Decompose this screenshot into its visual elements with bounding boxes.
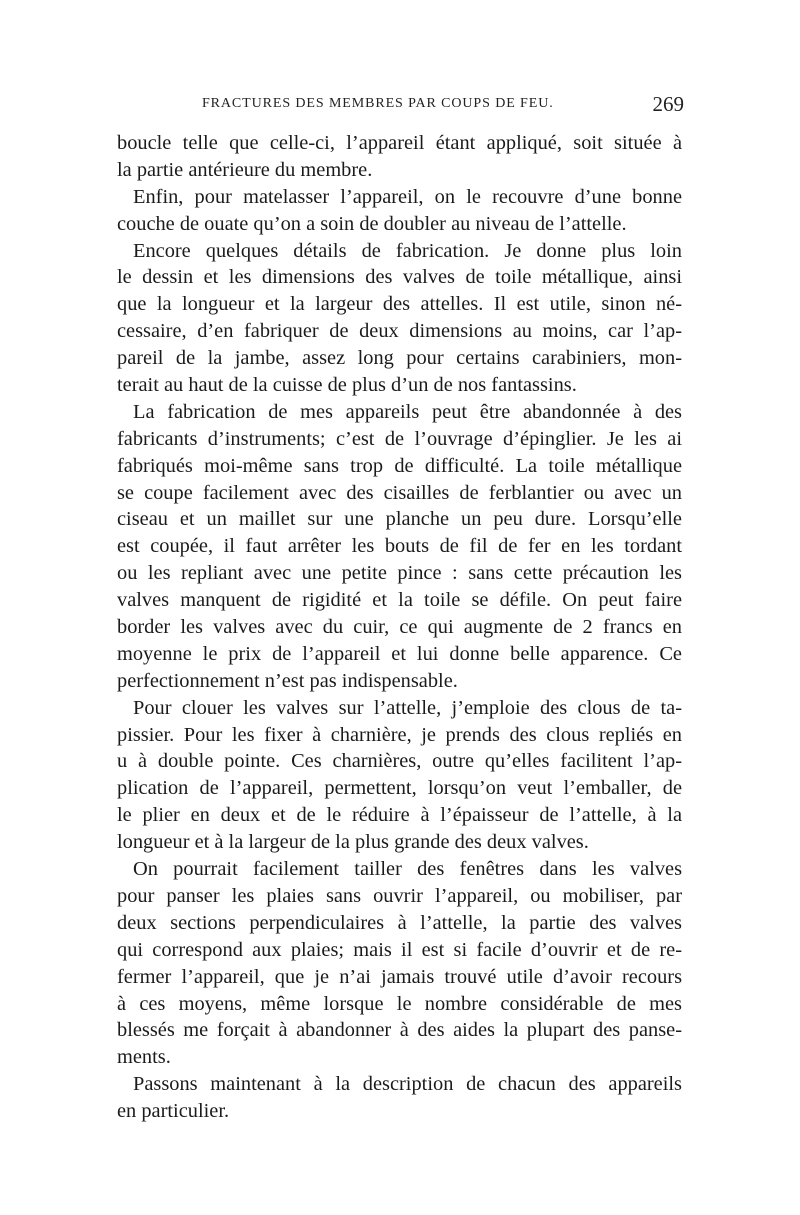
paragraph xyxy=(117,184,682,238)
text-line: blessés me forçait à abandonner à des aides la plupart des panse- xyxy=(117,1019,682,1042)
text-line: pareil de la jambe, assez long pour certains carabiniers, mon- xyxy=(117,347,682,370)
text-line: le plier en deux et de le réduire à l’épaisseur de l’attelle, à la xyxy=(117,804,682,827)
paragraph xyxy=(117,238,682,399)
text-line: Enfin, pour matelasser l’appareil, on le recouvre d’une bonne xyxy=(133,185,682,208)
text-line: perfectionnement n’est pas indispensable. xyxy=(117,669,458,692)
text-line: ciseau et un maillet sur une planche un peu dure. Lorsqu’elle xyxy=(117,508,682,531)
paragraph xyxy=(117,695,682,856)
page-number: 269 xyxy=(652,92,684,116)
text-line: qui correspond aux plaies; mais il est si facile d’ouvrir et de re- xyxy=(117,938,682,961)
text-line: pissier. Pour les fixer à charnière, je prends des clous repliés en xyxy=(117,723,682,746)
text-line: la partie antérieure du membre. xyxy=(117,158,373,181)
paragraph xyxy=(117,1071,682,1125)
text-line: moyenne le prix de l’appareil et lui donne belle apparence. Ce xyxy=(117,642,682,665)
text-line: u à double pointe. Ces charnières, outre qu’elles facilitent l’ap- xyxy=(117,750,682,773)
text-line: pour panser les plaies sans ouvrir l’appareil, ou mobiliser, par xyxy=(117,884,682,907)
text-line: fabricants d’instruments; c’est de l’ouvrage d’épinglier. Je les ai xyxy=(117,427,682,450)
text-line: à ces moyens, même lorsque le nombre considérable de mes xyxy=(117,992,682,1015)
text-line: plication de l’appareil, permettent, lorsqu’on veut l’emballer, de xyxy=(117,777,682,800)
text-line: ou les repliant avec une petite pince : sans cette précaution les xyxy=(117,562,682,585)
text-line: On pourrait facilement tailler des fenêtres dans les valves xyxy=(133,858,682,881)
text-line: le dessin et les dimensions des valves de toile métallique, ainsi xyxy=(117,266,682,289)
text-line: ments. xyxy=(117,1046,171,1069)
text-line: terait au haut de la cuisse de plus d’un de nos fantassins. xyxy=(117,374,577,397)
paragraph xyxy=(117,399,682,695)
text-line: que la longueur et la largeur des attelles. Il est utile, sinon né- xyxy=(117,293,682,316)
text-line: Passons maintenant à la description de chacun des appareils xyxy=(133,1073,682,1096)
text-line: en particulier. xyxy=(117,1100,230,1123)
text-line: boucle telle que celle-ci, l’appareil étant appliqué, soit située à xyxy=(117,132,682,154)
text-line: La fabrication de mes appareils peut être abandonnée à des xyxy=(133,400,682,423)
running-title: FRACTURES DES MEMBRES PAR COUPS DE FEU. xyxy=(202,96,554,111)
text-line: fabriqués moi-même sans trop de difficulté. La toile métallique xyxy=(117,454,682,477)
text-line: longueur et à la largeur de la plus grande des deux valves. xyxy=(117,831,589,854)
text-line: couche de ouate qu’on a soin de doubler au niveau de l’attelle. xyxy=(117,212,627,235)
paragraph xyxy=(117,856,682,1071)
text-line: cessaire, d’en fabriquer de deux dimensions au moins, car l’ap- xyxy=(117,320,682,343)
page-header xyxy=(116,92,684,122)
text-line: Encore quelques détails de fabrication. Je donne plus loin xyxy=(133,239,682,262)
text-line: est coupée, il faut arrêter les bouts de fil de fer en les tordant xyxy=(117,535,682,558)
text-line: Pour clouer les valves sur l’attelle, j’emploie des clous de ta- xyxy=(133,696,682,719)
body-text xyxy=(117,130,682,1125)
text-line: fermer l’appareil, que je n’ai jamais trouvé utile d’avoir recours xyxy=(117,965,682,988)
paragraph xyxy=(117,130,682,184)
text-line: deux sections perpendiculaires à l’attelle, la partie des valves xyxy=(117,911,682,934)
text-line: border les valves avec du cuir, ce qui augmente de 2 francs en xyxy=(117,616,682,639)
text-line: se coupe facilement avec des cisailles de ferblantier ou avec un xyxy=(117,481,682,504)
text-line: valves manquent de rigidité et la toile se défile. On peut faire xyxy=(117,589,682,612)
